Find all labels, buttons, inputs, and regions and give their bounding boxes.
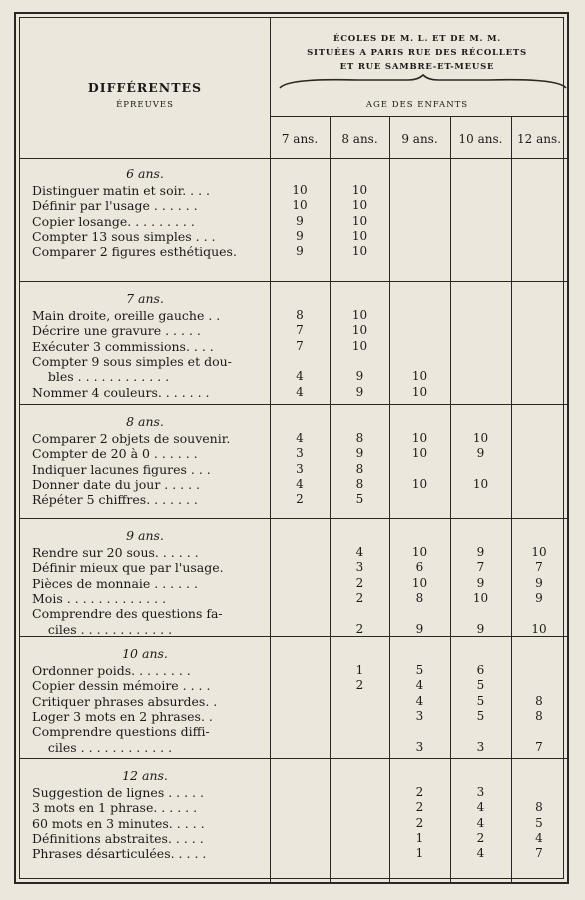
score-cell: 2 xyxy=(296,492,304,507)
score-cell: 10 xyxy=(351,338,368,353)
header-label-cell xyxy=(20,18,270,158)
header-rule xyxy=(20,158,567,159)
score-cell: 4 xyxy=(296,476,304,491)
score-cell: 3 xyxy=(296,461,304,476)
score-cell: 10 xyxy=(351,183,368,197)
row-label: Donner date du jour . . . . . xyxy=(32,476,201,492)
score-cell: 8 xyxy=(535,693,543,708)
row-label: Copier dessin mémoire . . . . xyxy=(32,678,211,694)
score-cell: 9 xyxy=(296,244,304,259)
score-cell: 9 xyxy=(476,575,485,590)
row-label: Indiquer lacunes figures . . . xyxy=(32,461,211,477)
score-cell: 10 xyxy=(351,213,368,228)
score-cell: 5 xyxy=(476,693,485,708)
score-cell: 8 xyxy=(355,476,364,491)
row-label: Distinguer matin et soir. . . . xyxy=(32,183,211,198)
score-cell: 9 xyxy=(415,621,424,636)
row-label: Définitions abstraites. . . . . xyxy=(32,830,204,846)
row-label: Compter 9 sous simples et dou- xyxy=(32,353,232,369)
row-label: Comparer 2 figures esthétiques. xyxy=(32,244,237,260)
score-cell: 1 xyxy=(355,663,364,677)
score-cell: 9 xyxy=(535,590,543,605)
score-cell: 1 xyxy=(415,846,424,861)
score-cell: 8 xyxy=(415,590,424,605)
row-label: bles . . . . . . . . . . . . xyxy=(32,369,170,385)
column-divider xyxy=(270,18,271,882)
row-label: Main droite, oreille gauche . . xyxy=(32,308,221,323)
section-title: 12 ans. xyxy=(122,768,168,783)
column-header: 8 ans. xyxy=(341,132,378,146)
school-caption xyxy=(271,32,563,74)
score-cell: 10 xyxy=(411,369,428,384)
score-cell: 9 xyxy=(476,446,485,461)
score-cell: 8 xyxy=(355,431,364,445)
row-label: Loger 3 mots en 2 phrases. . xyxy=(32,708,213,724)
score-cell: 3 xyxy=(296,446,304,461)
row-label: Décrire une gravure . . . . . xyxy=(32,323,201,339)
section-rule xyxy=(20,758,567,759)
score-cell: 9 xyxy=(476,545,485,559)
brace-decoration xyxy=(278,74,568,90)
score-cell: 10 xyxy=(411,545,428,559)
row-label: Comprendre des questions fa- xyxy=(32,606,223,622)
table-page xyxy=(14,12,569,884)
score-cell: 7 xyxy=(296,338,304,353)
score-cell: 5 xyxy=(415,663,424,677)
section-title: 9 ans. xyxy=(126,528,164,543)
school-line-3: ET RUE SAMBRE-ET-MEUSE xyxy=(339,62,495,72)
score-cell: 3 xyxy=(476,739,485,754)
score-cell: 10 xyxy=(411,384,428,399)
score-cell: 1 xyxy=(415,830,424,845)
score-cell: 7 xyxy=(535,560,543,575)
score-cell: 3 xyxy=(415,708,424,723)
score-cell: 10 xyxy=(351,228,368,243)
score-cell: 2 xyxy=(415,815,424,830)
score-cell: 10 xyxy=(472,476,489,491)
score-cell: 2 xyxy=(355,575,364,590)
score-cell: 2 xyxy=(476,830,485,845)
score-cell: 4 xyxy=(476,815,485,830)
table-frame xyxy=(19,17,564,879)
row-label: ciles . . . . . . . . . . . . xyxy=(32,739,173,755)
column-header: 10 ans. xyxy=(458,132,503,146)
score-cell: 10 xyxy=(472,431,489,445)
row-label: Comprendre questions diffi- xyxy=(32,724,210,740)
score-cell: 2 xyxy=(415,800,424,815)
row-label: Copier losange. . . . . . . . . xyxy=(32,213,195,229)
section-title: 10 ans. xyxy=(122,646,168,661)
row-label: Compter 13 sous simples . . . xyxy=(32,228,216,244)
section-title: 7 ans. xyxy=(126,291,164,306)
score-cell: 8 xyxy=(535,800,543,815)
section-title: 8 ans. xyxy=(126,414,164,429)
score-cell: 5 xyxy=(355,492,364,507)
score-cell: 8 xyxy=(296,308,304,322)
score-cell: 9 xyxy=(355,384,364,399)
score-cell: 3 xyxy=(476,785,485,799)
column-header: 7 ans. xyxy=(281,132,319,146)
score-cell: 7 xyxy=(535,739,543,754)
score-cell: 9 xyxy=(355,369,364,384)
column-divider xyxy=(511,116,512,882)
header-rule xyxy=(270,116,567,117)
row-label: 60 mots en 3 minutes. . . . . xyxy=(32,815,205,831)
header-title: DIFFÉRENTES xyxy=(87,80,203,95)
column-divider xyxy=(330,116,331,882)
section-rule xyxy=(20,518,567,519)
row-label: Exécuter 3 commissions. . . . xyxy=(32,338,214,354)
score-cell: 4 xyxy=(476,800,485,815)
section-rule xyxy=(20,281,567,282)
score-cell: 10 xyxy=(292,198,308,213)
row-label: ciles . . . . . . . . . . . . xyxy=(32,621,173,637)
row-label: Mois . . . . . . . . . . . . . xyxy=(32,590,167,606)
score-cell: 7 xyxy=(296,323,304,338)
score-cell: 10 xyxy=(411,476,428,491)
row-label: Rendre sur 20 sous. . . . . . xyxy=(32,545,199,560)
score-cell: 9 xyxy=(296,213,304,228)
row-label: Définir mieux que par l'usage. xyxy=(32,560,224,576)
score-cell: 7 xyxy=(476,560,485,575)
score-cell: 9 xyxy=(355,446,364,461)
school-line-1: ÉCOLES DE M. L. ET DE M. M. xyxy=(332,34,502,44)
section-rule xyxy=(20,404,567,405)
row-label: Définir par l'usage . . . . . . xyxy=(32,198,198,214)
row-label: Compter de 20 à 0 . . . . . . xyxy=(32,446,198,462)
column-header: 12 ans. xyxy=(517,132,561,146)
score-cell: 4 xyxy=(415,678,424,693)
score-cell: 2 xyxy=(355,621,364,636)
row-label: Répéter 5 chiffres. . . . . . . xyxy=(32,492,198,508)
row-label: Phrases désarticulées. . . . . xyxy=(32,846,207,862)
row-label: 3 mots en 1 phrase. . . . . . xyxy=(32,800,198,816)
score-cell: 9 xyxy=(476,621,485,636)
score-cell: 10 xyxy=(351,198,368,213)
score-cell: 3 xyxy=(415,739,424,754)
score-cell: 10 xyxy=(472,590,489,605)
score-cell: 4 xyxy=(355,545,364,559)
score-cell: 10 xyxy=(411,575,428,590)
score-cell: 4 xyxy=(415,693,424,708)
score-cell: 6 xyxy=(476,663,485,677)
score-cell: 9 xyxy=(296,228,304,243)
score-cell: 2 xyxy=(415,785,424,799)
section-title: 6 ans. xyxy=(126,166,164,181)
score-cell: 9 xyxy=(535,575,543,590)
header-subtitle: ÉPREUVES xyxy=(116,100,174,110)
school-line-2: SITUÉES A PARIS RUE DES RÉCOLLETS xyxy=(307,48,527,58)
score-cell: 6 xyxy=(415,560,424,575)
row-label: Nommer 4 couleurs. . . . . . . xyxy=(32,384,210,400)
score-cell: 5 xyxy=(535,815,543,830)
score-cell: 7 xyxy=(535,846,543,861)
score-cell: 3 xyxy=(355,560,364,575)
score-cell: 4 xyxy=(296,369,304,384)
score-cell: 10 xyxy=(531,545,547,559)
column-header: 9 ans. xyxy=(401,132,438,146)
score-cell: 2 xyxy=(355,678,364,693)
row-label: Comparer 2 objets de souvenir. xyxy=(32,431,231,446)
row-label: Pièces de monnaie . . . . . . xyxy=(32,575,198,591)
score-cell: 4 xyxy=(535,830,543,845)
score-cell: 4 xyxy=(296,384,304,399)
score-cell: 10 xyxy=(351,244,368,259)
score-cell: 4 xyxy=(296,431,304,445)
score-cell: 10 xyxy=(351,323,368,338)
score-cell: 5 xyxy=(476,678,485,693)
column-divider xyxy=(389,116,390,882)
score-cell: 10 xyxy=(411,446,428,461)
score-cell: 8 xyxy=(535,708,543,723)
score-cell: 4 xyxy=(476,846,485,861)
row-label: Suggestion de lignes . . . . . xyxy=(32,785,204,800)
column-divider xyxy=(450,116,451,882)
score-cell: 10 xyxy=(411,431,428,445)
score-cell: 10 xyxy=(292,183,308,197)
age-label: AGE DES ENFANTS xyxy=(365,100,469,110)
score-cell: 10 xyxy=(531,621,547,636)
score-cell: 8 xyxy=(355,461,364,476)
row-label: Critiquer phrases absurdes. . xyxy=(32,693,218,709)
row-label: Ordonner poids. . . . . . . . xyxy=(32,663,191,678)
score-cell: 5 xyxy=(476,708,485,723)
score-cell: 10 xyxy=(351,308,368,322)
score-cell: 2 xyxy=(355,590,364,605)
